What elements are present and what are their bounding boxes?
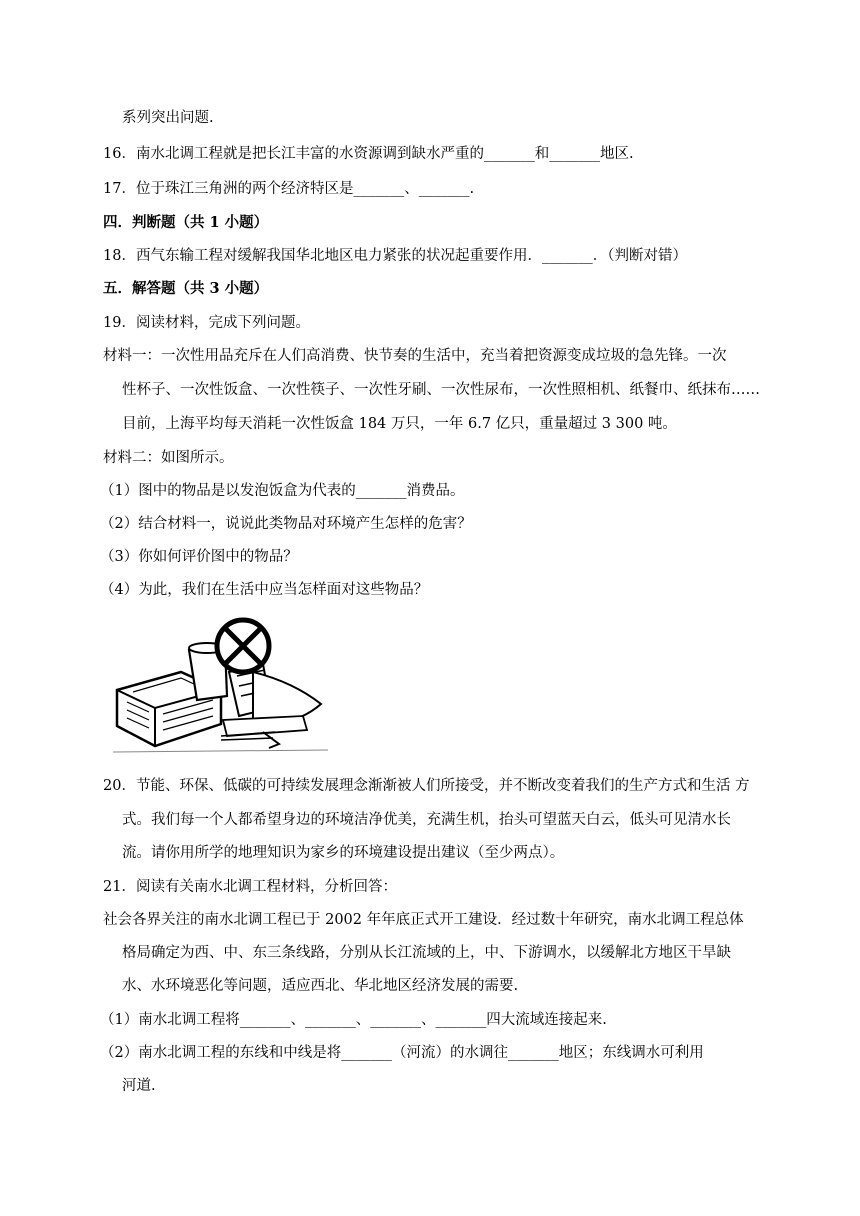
material-2: 材料二：如图所示。 <box>103 450 234 466</box>
question-21: 21．阅读有关南水北调工程材料，分析回答： <box>103 879 397 895</box>
question-19: 19．阅读材料，完成下列问题。 <box>103 315 310 331</box>
sub-question-1: （1）图中的物品是以发泡饭盒为代表的_______消费品。 <box>100 483 465 499</box>
section-heading-answer: 五．解答题（共 3 小题） <box>103 280 269 297</box>
material-1-line-1: 材料一：一次性用品充斥在人们高消费、快节奏的生活中，充当着把资源变成垃圾的急先锋。一次 <box>103 348 727 364</box>
question-20-line-3: 流。请你用所学的地理知识为家乡的环境建设提出建议（至少两点）。 <box>122 845 565 861</box>
material-1-line-3: 目前，上海平均每天消耗一次性饭盒 184 万只，一年 6.7 亿只，重量超过 3 300 吨。 <box>122 416 677 432</box>
disposable-items-illustration <box>103 612 335 762</box>
sub-question-21-2: （2）南水北调工程的东线和中线是将_______（河流）的水调往_______地区；东线调水可利用 <box>100 1045 704 1061</box>
question-17: 17．位于珠江三角洲的两个经济特区是_______、_______. <box>103 181 475 197</box>
material-3-line-3: 水、水环境恶化等问题，适应西北、华北地区经济发展的需要. <box>122 978 519 994</box>
material-3-line-1: 社会各界关注的南水北调工程已于 2002 年年底正式开工建设．经过数十年研究，南水北调工程总体 <box>103 912 744 928</box>
material-3-line-2: 格局确定为西、中、东三条线路，分别从长江流域的上，中、下游调水，以缓解北方地区干旱缺 <box>122 945 731 961</box>
question-20-line-1: 20．节能、环保、低碳的可持续发展理念渐渐被人们所接受，并不断改变着我们的生产方式和生活 方 <box>103 778 750 794</box>
sub-question-4: （4）为此，我们在生活中应当怎样面对这些物品？ <box>100 582 429 598</box>
sub-question-2: （2）结合材料一，说说此类物品对环境产生怎样的危害？ <box>100 516 472 532</box>
question-18: 18．西气东输工程对缓解我国华北地区电力紧张的状况起重要作用．_______．（判断对错） <box>103 248 687 264</box>
sub-question-3: （3）你如何评价图中的物品？ <box>100 549 298 565</box>
text-line: 系列突出问题. <box>122 110 214 126</box>
question-20-line-2: 式。我们每一个人都希望身边的环境洁净优美，充满生机，抬头可望蓝天白云，低头可见清水长 <box>122 812 731 828</box>
material-1-line-2: 性杯子、一次性饭盒、一次性筷子、一次性牙刷、一次性尿布，一次性照相机、纸餐巾、纸抹布…… <box>122 382 760 398</box>
section-heading-judgement: 四．判断题（共 1 小题） <box>103 214 269 231</box>
sub-question-21-2-cont: 河道. <box>122 1078 156 1094</box>
sub-question-21-1: （1）南水北调工程将_______、_______、_______、_______四大流域连接起来. <box>100 1012 607 1028</box>
question-16: 16．南水北调工程就是把长江丰富的水资源调到缺水严重的_______和_______地区. <box>103 146 634 162</box>
